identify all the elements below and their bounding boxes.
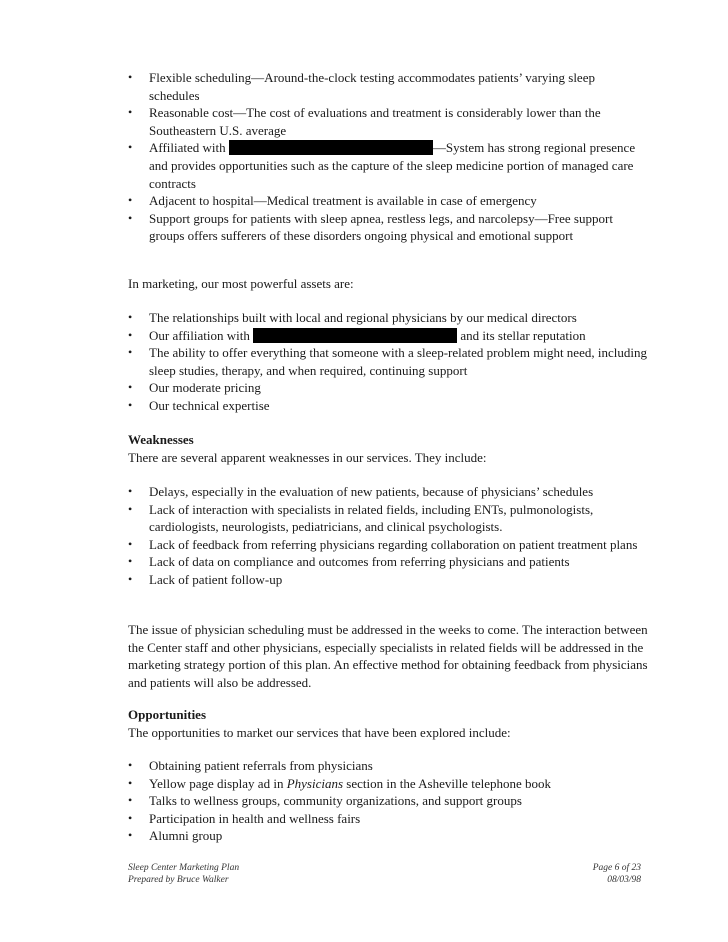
- bullet-icon: •: [128, 193, 133, 208]
- opportunities-list: [128, 757, 648, 845]
- bullet-icon: •: [128, 536, 133, 551]
- list-item: • Delays, especially in the evaluation of new patients, because of physicians’ schedules: [128, 484, 594, 499]
- footer-date: 08/03/98: [607, 875, 641, 885]
- list-item: • The ability to offer everything that someone with a sleep-related problem might need, including sleep studies, therapy, and when required, continuing support: [128, 345, 647, 378]
- list-item: • Flexible scheduling—Around-the-clock testing accommodates patients’ varying sleep schedules: [128, 70, 595, 103]
- opportunities-intro: The opportunities to market our services that have been explored include:: [128, 724, 511, 740]
- list-item: • Alumni group: [128, 828, 223, 844]
- weaknesses-section: [128, 431, 648, 466]
- assets-list: [128, 309, 648, 415]
- footer-author: Prepared by Bruce Walker: [128, 875, 229, 885]
- list-item: • Talks to wellness groups, community organizations, and support groups: [128, 793, 522, 809]
- bullet-icon: •: [128, 105, 133, 120]
- list-item: • Lack of interaction with specialists in related fields, including ENTs, pulmonologists, cardiologists, neurologists, pediatricians, and clinical psychologists.: [128, 501, 594, 535]
- bullet-icon: •: [128, 210, 133, 225]
- bullet-icon: •: [128, 501, 133, 516]
- list-item: • Reasonable cost—The cost of evaluations and treatment is considerably lower than the Southeastern U.S. average: [128, 105, 601, 138]
- bullet-icon: •: [128, 810, 133, 825]
- bullet-icon: •: [128, 397, 133, 412]
- footer-left: [128, 862, 239, 886]
- weaknesses-intro: There are several apparent weaknesses in our services. They include:: [128, 449, 487, 465]
- bullet-icon: •: [128, 571, 133, 586]
- list-item: • Our moderate pricing: [128, 380, 261, 396]
- bullet-icon: •: [128, 554, 133, 569]
- list-item: • The relationships built with local and regional physicians by our medical directors: [128, 310, 577, 325]
- bullet-icon: •: [128, 310, 133, 324]
- weaknesses-closing: The issue of physician scheduling must be addressed in the weeks to come. The interaction between the Center staff and other physicians, especially specialists in related fields will be addressed in the marketing strategy portion of this plan. An effective method for obtaining feedback from physicians and patients will also be addressed.: [128, 622, 648, 690]
- list-item: • Our technical expertise: [128, 397, 270, 413]
- weaknesses-list: [128, 483, 648, 589]
- redaction-bar: [229, 140, 433, 155]
- bullet-icon: •: [128, 758, 133, 772]
- bullet-icon: •: [128, 70, 133, 84]
- bullet-icon: •: [128, 380, 133, 395]
- redaction-bar: [253, 328, 457, 343]
- list-item: • Obtaining patient referrals from physicians: [128, 758, 373, 773]
- weaknesses-heading: Weaknesses: [128, 432, 194, 447]
- list-item: • Our affiliation with and its stellar reputation: [128, 327, 586, 343]
- list-item: • Lack of feedback from referring physicians regarding collaboration on patient treatment plans: [128, 536, 638, 552]
- list-item: • Adjacent to hospital—Medical treatment is available in case of emergency: [128, 193, 537, 209]
- list-item: • Lack of data on compliance and outcomes from referring physicians and patients: [128, 554, 570, 570]
- footer-page-number: Page 6 of 23: [592, 863, 641, 873]
- bullet-icon: •: [128, 345, 133, 360]
- bullet-icon: •: [128, 327, 133, 342]
- strengths-list: [128, 69, 648, 245]
- list-item: • Yellow page display ad in Physicians section in the Asheville telephone book: [128, 775, 551, 791]
- marketing-intro: In marketing, our most powerful assets are:: [128, 276, 354, 291]
- list-item: • Affiliated with —System has strong regional presence and provides opportunities such as the capture of the sleep medicine portion of managed care contracts: [128, 140, 636, 191]
- opportunities-section: [128, 706, 648, 741]
- bullet-icon: •: [128, 793, 133, 808]
- footer-document-title: Sleep Center Marketing Plan: [128, 863, 240, 873]
- footer-right: [593, 862, 641, 886]
- opportunities-heading: Opportunities: [128, 707, 207, 722]
- bullet-icon: •: [128, 484, 133, 498]
- bullet-icon: •: [128, 775, 133, 790]
- bullet-icon: •: [128, 828, 133, 843]
- list-item: • Support groups for patients with sleep apnea, restless legs, and narcolepsy—Free support groups offers sufferers of these disorders ongoing physical and emotional support: [128, 210, 613, 244]
- list-item: • Lack of patient follow-up: [128, 571, 283, 587]
- bullet-icon: •: [128, 140, 133, 155]
- list-item: • Participation in health and wellness fairs: [128, 810, 361, 826]
